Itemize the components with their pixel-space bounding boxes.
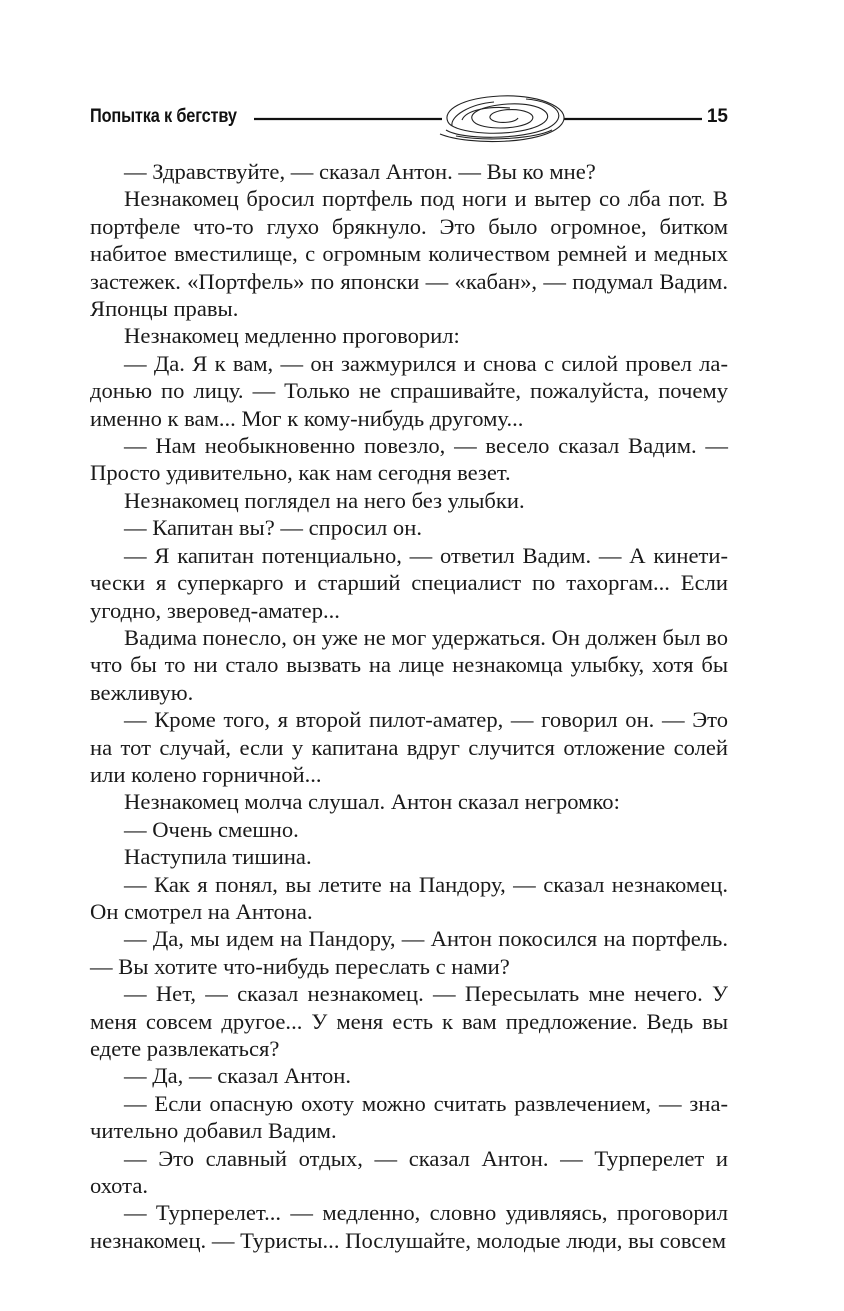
- paragraph: — Турперелет... — медленно, словно удивляясь, проговорил незнакомец. — Туристы... Послушайте, молодые люди, вы совсем: [90, 1200, 728, 1253]
- paragraph: — Нет, — сказал незнакомец. — Пересылать мне нечего. У меня совсем другое... У меня есть к вам предложение. Ведь вы едете развлекаться?: [90, 981, 728, 1061]
- paragraph: Незнакомец поглядел на него без улыбки.: [124, 487, 525, 513]
- paragraph: Незнакомец молча слушал. Антон сказал негромко:: [124, 789, 620, 815]
- body-text: [90, 158, 728, 1254]
- paragraph: — Да, — сказал Антон.: [124, 1063, 352, 1089]
- paragraph: Вадима понесло, он уже не мог удержаться. Он должен был во что бы то ни стало вызвать на лице незнакомца улыбку, хотя бы вежливую.: [90, 624, 728, 705]
- paragraph: — Это славный отдых, — сказал Антон. — Турперелет и охота.: [90, 1145, 728, 1199]
- paragraph: — Кроме того, я второй пилот-аматер, — говорил он. — Это на тот случай, если у капитана вдруг случится отложение солей или колено горничной...: [90, 707, 728, 787]
- paragraph: — Как я понял, вы летите на Пандору, — сказал незнакомец. Он смотрел на Антона.: [90, 871, 728, 924]
- paragraph: — Если опасную охоту можно считать развлечением, — значительно добавил Вадим.: [90, 1090, 728, 1144]
- paragraph: Незнакомец бросил портфель под ноги и вытер со лба пот. В портфеле что-то глухо брякнуло. Это было огромное, битком набитое вместилище, с огромным количеством ремней и медных застежек. «Портфель» по японски — «кабан», — подумал Вадим. Японцы правы.: [90, 186, 728, 322]
- paragraph: — Нам необыкновенно повезло, — весело сказал Вадим. — Просто удивительно, как нам сегодня везет.: [90, 433, 728, 486]
- running-header: [90, 90, 730, 150]
- paragraph: — Очень смешно.: [124, 816, 299, 842]
- paragraph: — Капитан вы? — спросил он.: [124, 515, 422, 541]
- paragraph: Наступила тишина.: [124, 844, 312, 870]
- paragraph: — Здравствуйте, — сказал Антон. — Вы ко мне?: [124, 159, 596, 184]
- paragraph: — Да. Я к вам, — он зажмурился и снова с силой провел ладонью по лицу. — Только не спрашивайте, пожалуйста, почему именно к вам... Мог к кому-нибудь другому...: [90, 350, 728, 431]
- paragraph: — Я капитан потенциально, — ответил Вадим. — А кинетически я суперкарго и старший специалист по тахоргам... Если угодно, зверовед-аматер...: [90, 542, 728, 623]
- paragraph: Незнакомец медленно проговорил:: [124, 323, 460, 349]
- paragraph: — Да, мы идем на Пандору, — Антон покосился на портфель. — Вы хотите что-нибудь переслать с нами?: [90, 926, 728, 979]
- running-title: Попытка к бегству: [90, 106, 237, 127]
- page-number: 15: [706, 106, 728, 127]
